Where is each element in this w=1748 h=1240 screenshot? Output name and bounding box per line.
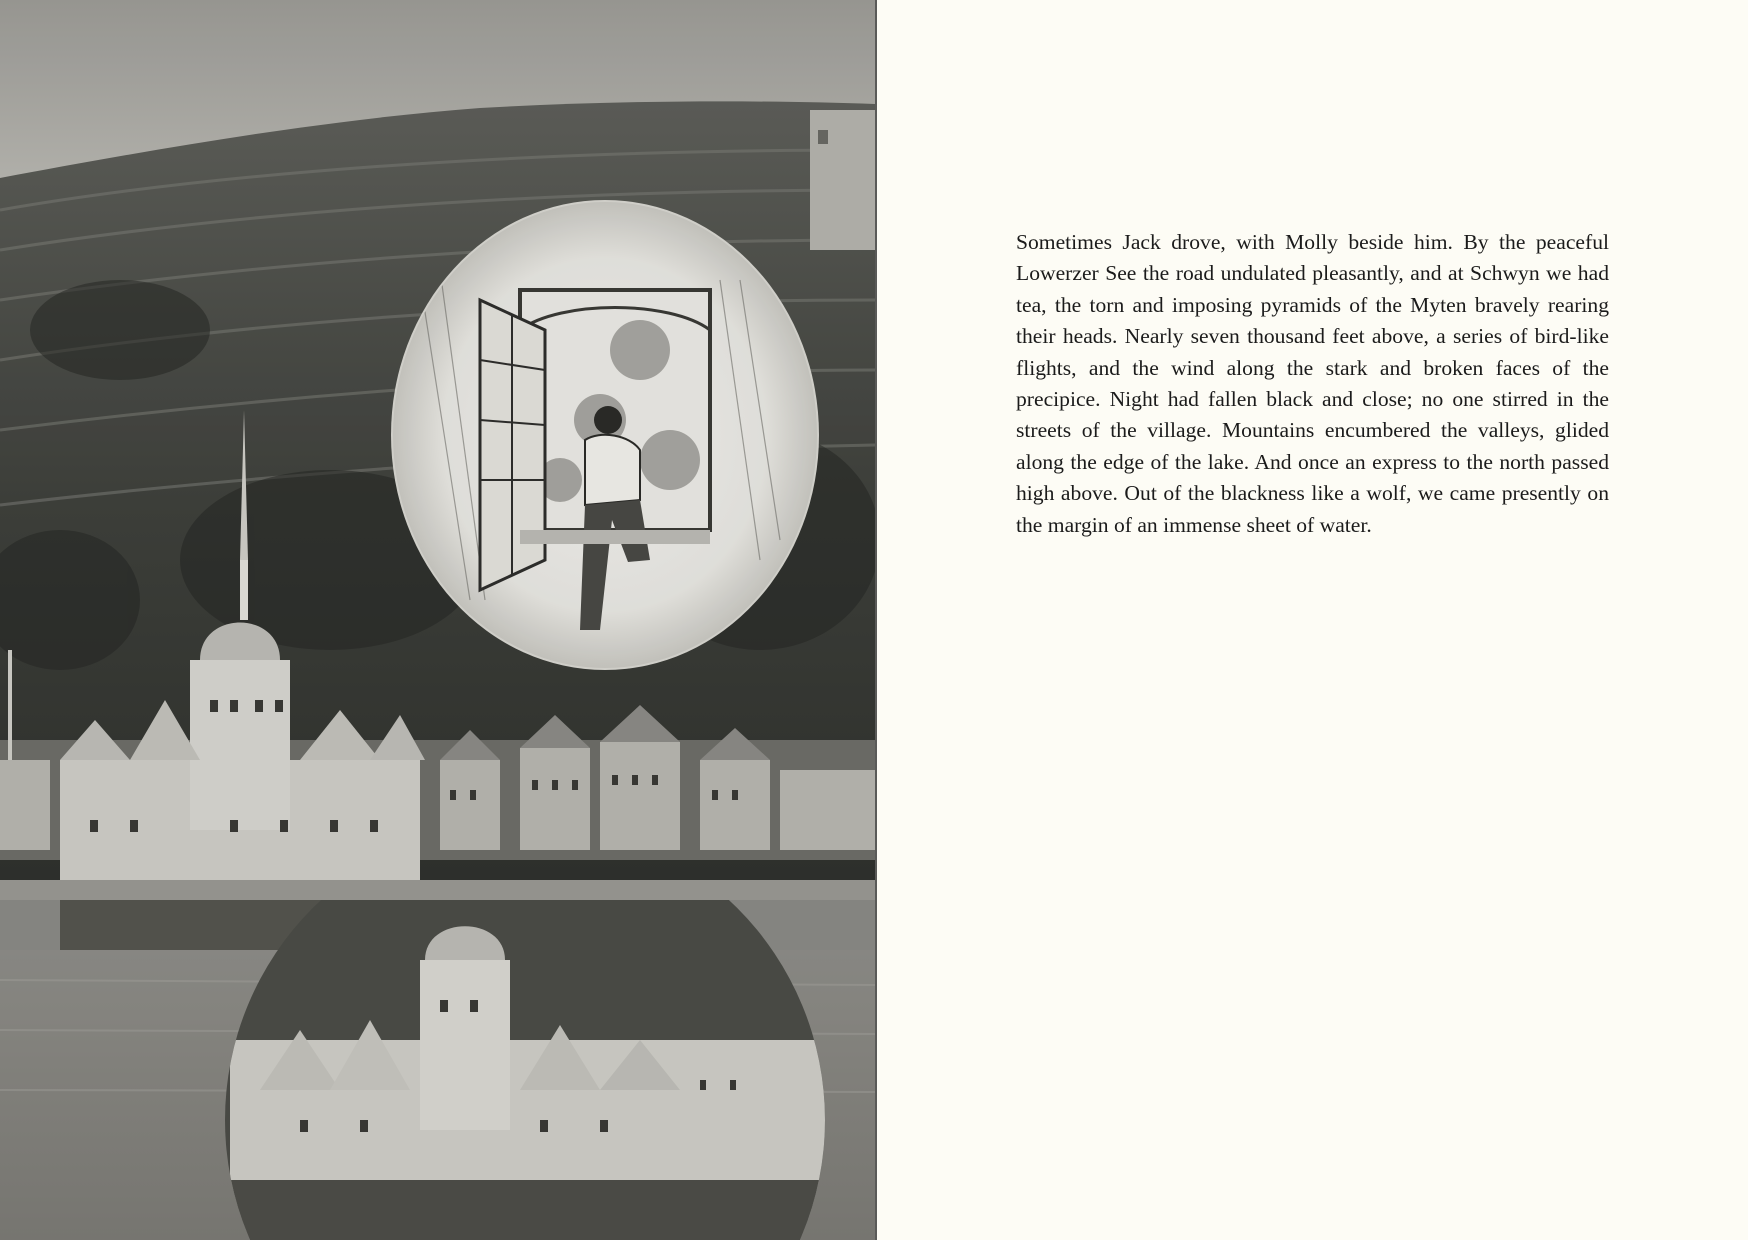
body-paragraph: Sometimes Jack drove, with Molly beside him. By the peaceful Lowerzer See the road undulated pleasantly, and at Schwyn we had tea, the torn and imposing pyramids of the Myten bravely rearing their heads. Nearly seven thousand feet above, a series of bird-like flights, and the wind along the stark and broken faces of the precipice. Night had fallen black and close; no one stirred in the streets of the village. Mountains encumbered the valleys, glided along the edge of the lake. And once an express to the north passed high above. Out of the blackness like a wolf, we came presently on the margin of an immense sheet of water.: [1016, 230, 1609, 537]
right-page: [877, 0, 1748, 1240]
